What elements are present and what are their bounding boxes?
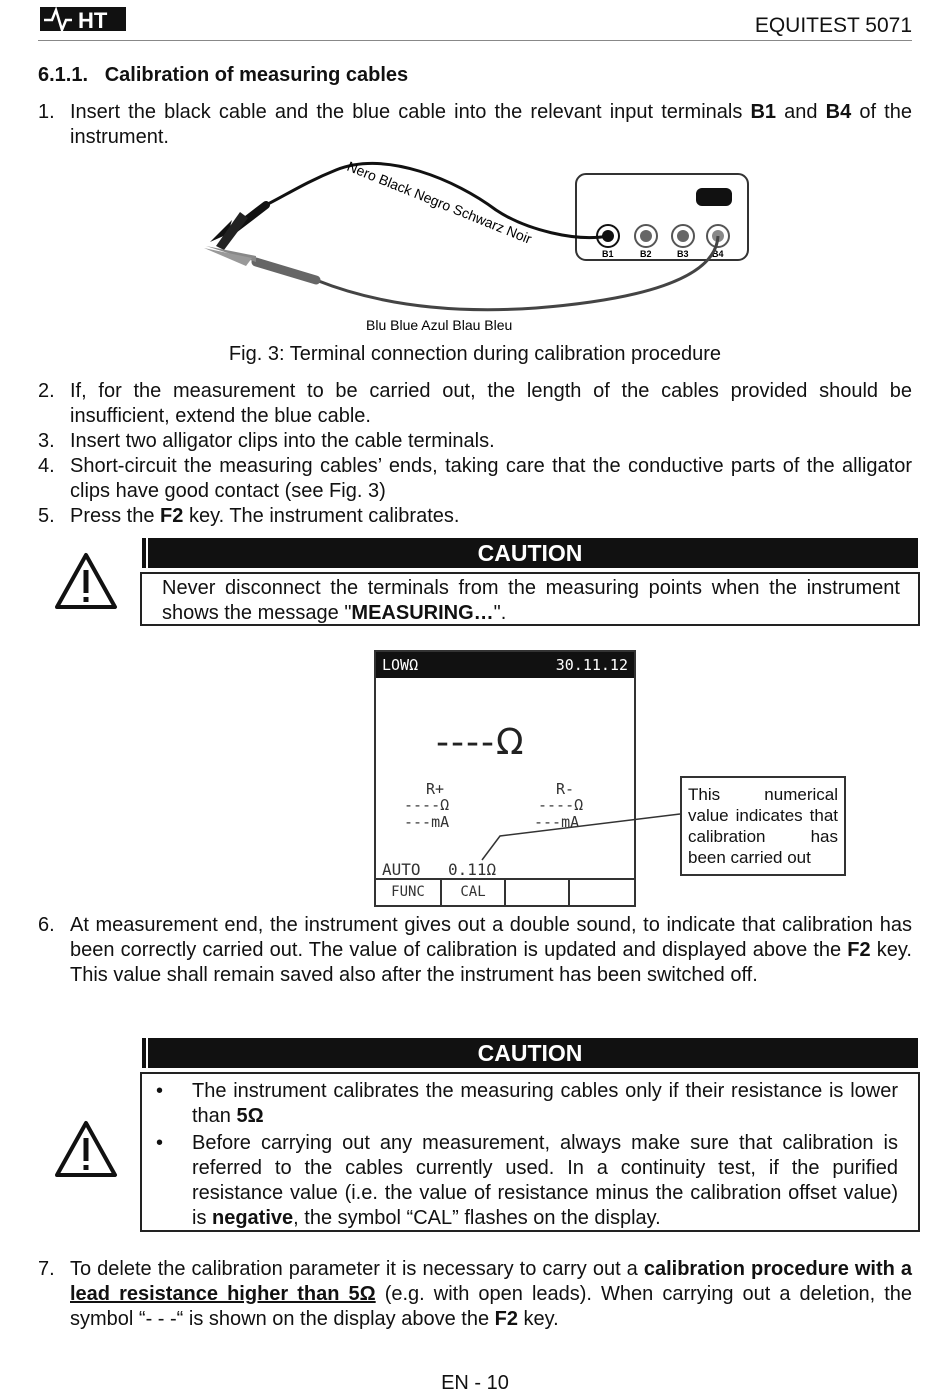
caution-heading: CAUTION [142, 1038, 918, 1068]
step-7 [38, 1257, 912, 1332]
black-cable-label: Nero Black Negro Schwarz Noir [344, 157, 535, 247]
caution-box [140, 572, 920, 626]
terminal-label-b2: B2 [640, 249, 652, 259]
callout-pointer [470, 800, 690, 880]
step-text: To delete the calibration parameter it is necessary to carry out a calibration procedure with a lead resistance higher than 5Ω (e.g. with open leads). When carrying out a deletion, the symbol “- - -“ is shown on the display above the F2 key. [70, 1258, 913, 1330]
step-text: At measurement end, the instrument gives out a double sound, to indicate that calibration has been correctly carried out. The value of calibration is updated and displayed above the F2 key. This value shall remain saved also after the instrument has been switched off. [70, 914, 912, 986]
step-text: Press the F2 key. The instrument calibrates. [70, 505, 460, 527]
r-minus-ma: ---mA [534, 813, 580, 831]
step-number: 5. [38, 505, 55, 527]
step-5 [38, 504, 912, 529]
display-date: 30.11.12 [555, 656, 628, 674]
display-auto: AUTO [382, 860, 421, 879]
section-title: 6.1.1. Calibration of measuring cables [38, 64, 409, 86]
step-number: 3. [38, 430, 55, 452]
document-title: EQUITEST 5071 [754, 14, 912, 37]
step-text: Short-circuit the measuring cables’ ends, taking care that the conductive parts of the alligator clips have good contact (see Fig. 3) [70, 455, 912, 502]
terminal-label-b1: B1 [602, 249, 614, 259]
display-top-bar [376, 652, 634, 678]
f3-key-label [506, 880, 570, 907]
ht-logo [38, 4, 130, 34]
step-4 [38, 454, 912, 504]
blue-cable-label: Blu Blue Azul Blau Bleu [366, 317, 513, 333]
step-3 [38, 429, 912, 454]
step-text: Insert the black cable and the blue cable into the relevant input terminals B1 and B4 of the instrument. [70, 101, 912, 148]
step-number: 2. [38, 380, 55, 402]
step-text: Insert two alligator clips into the cable terminals. [70, 430, 495, 452]
caution-box: • The instrument calibrates the measuring cables only if their resistance is lower than 5Ω • Before carrying out any measurement, always make sure that calibration is referred to the cables currently used. In a continuity test, if the purified resistance value (i.e. the value of resistance minus the calibration offset value) is negative, the symbol “CAL” flashes on the display. [140, 1072, 920, 1232]
r-minus-ohm: ----Ω [538, 796, 584, 814]
function-key-bar [376, 878, 634, 907]
step-number: 7. [38, 1258, 55, 1280]
terminal-label-b4: B4 [712, 249, 724, 259]
terminal-label-b3: B3 [677, 249, 689, 259]
bullet-icon: • [156, 1080, 164, 1102]
r-minus-label: R- [556, 780, 575, 798]
caution-text: Never disconnect the terminals from the measuring points when the instrument shows the message "MEASURING…". [162, 577, 900, 624]
display-mode: LOWΩ [382, 656, 419, 674]
terminal-b2 [635, 225, 657, 247]
step-1 [38, 100, 912, 150]
bullet-icon: • [156, 1132, 164, 1154]
terminal-b3 [672, 225, 694, 247]
r-plus-ma: ---mA [404, 813, 450, 831]
display-main-value: ----Ω [436, 722, 526, 763]
f4-key-label [570, 880, 632, 907]
step-number: 4. [38, 455, 55, 477]
step-6 [38, 913, 912, 1013]
step-text: If, for the measurement to be carried out, the length of the cables provided should be insufficient, extend the blue cable. [70, 380, 912, 427]
warning-triangle-icon [54, 552, 118, 610]
cal-key-label: CAL [442, 880, 506, 907]
caution-heading: CAUTION [142, 538, 918, 568]
terminal-connection-figure [196, 150, 756, 340]
calibration-value: 0.11Ω [448, 860, 497, 879]
step-number: 6. [38, 914, 55, 936]
warning-triangle-icon [54, 1120, 118, 1178]
r-plus-label: R+ [426, 780, 445, 798]
page-number: EN - 10 [441, 1372, 509, 1394]
svg-text:HT: HT [78, 8, 108, 33]
figure-caption: Fig. 3: Terminal connection during calibration procedure [228, 343, 722, 365]
r-plus-ohm: ----Ω [404, 796, 450, 814]
step-2 [38, 379, 912, 429]
header-divider [38, 40, 912, 41]
step-number: 1. [38, 101, 55, 123]
calibration-callout: This numerical value indicates that calibration has been carried out [680, 776, 846, 876]
func-key-label: FUNC [376, 880, 442, 907]
